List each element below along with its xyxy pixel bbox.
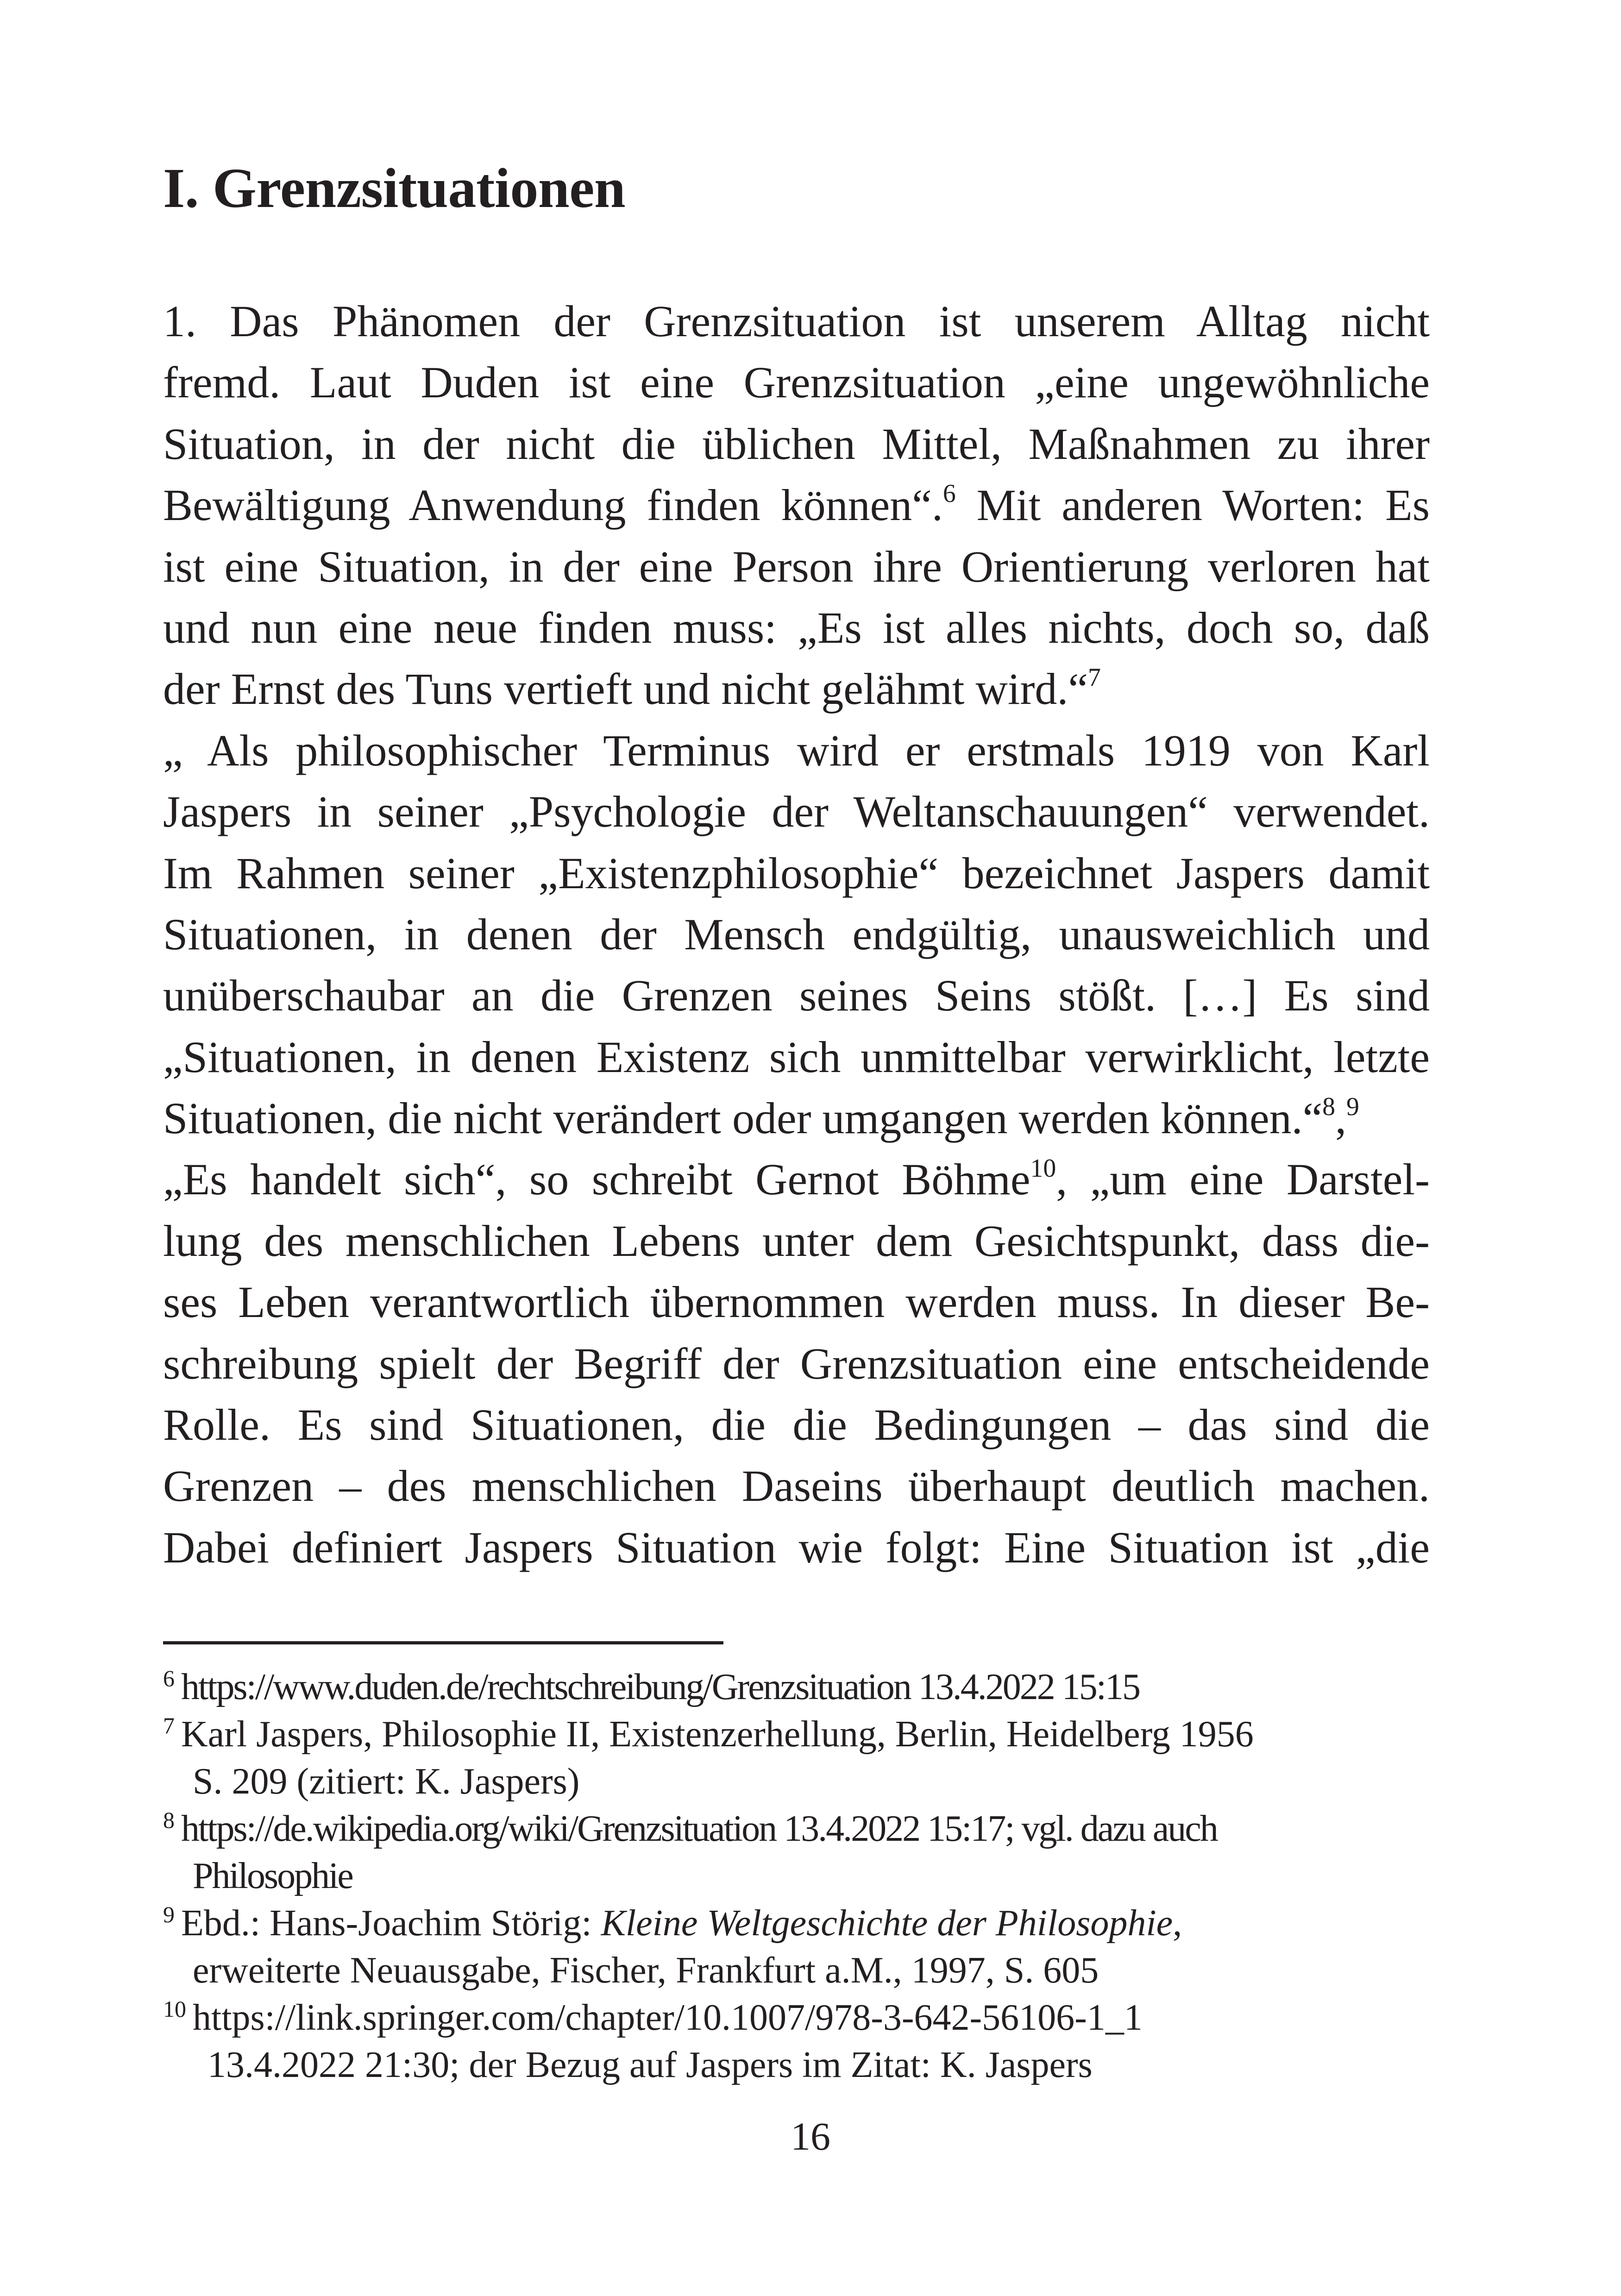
body-line: unüberschaubar an die Grenzen seines Seins stößt. […] Es sind: [163, 971, 1430, 1021]
footnote-ref[interactable]: 10: [1030, 1154, 1056, 1183]
footnote-ref[interactable]: 8: [1322, 1092, 1336, 1122]
footnote-mark: 10: [163, 1996, 186, 2022]
footnote-divider: [163, 1641, 723, 1644]
page-number: 16: [791, 2114, 830, 2158]
body-line: schreibung spielt der Begriff der Grenzsituation eine entscheidende: [163, 1338, 1430, 1388]
body-line: ist eine Situation, in der eine Person ihre Orientierung verloren hat: [163, 541, 1430, 591]
body-line: Grenzen – des menschlichen Daseins überhaupt deutlich machen.: [163, 1461, 1430, 1511]
footnote-mark: 8: [163, 1807, 175, 1833]
body-line: Dabei definiert Jaspers Situation wie folgt: Eine Situation ist „die: [163, 1522, 1430, 1572]
footnote-mark: 9: [163, 1901, 175, 1927]
book-title: Kleine Weltgeschichte der Philosophie: [601, 1903, 1173, 1944]
footnote-6: [163, 1663, 1430, 1711]
footnote-link[interactable]: https://www.duden.de/rechtschreibung/Grenzsituation 13.4.2022 15:15: [181, 1667, 1139, 1707]
body-line: „Situationen, in denen Existenz sich unmittelbar verwirklicht, letzte: [163, 1032, 1430, 1082]
footnote-10-cont: 13.4.2022 21:30; der Bezug auf Jaspers im Zitat: K. Jaspers: [207, 2045, 1093, 2085]
footnotes: [163, 1663, 1430, 2089]
body-line: Situationen, die nicht verändert oder umgangen werden können.“$^8$,$^9$: [163, 1092, 1359, 1143]
footnote-ref[interactable]: 7: [1088, 663, 1101, 692]
body-line: lung des menschlichen Lebens unter dem Gesichtspunkt, dass die-: [163, 1216, 1430, 1266]
body-line: „ Als philosophischer Terminus wird er erstmals 1919 von Karl: [163, 725, 1430, 775]
body-line: ses Leben verantwortlich übernommen werden muss. In dieser Be-: [163, 1277, 1430, 1327]
body-line: Jaspers in seiner „Psychologie der Weltanschauungen“ verwendet.: [163, 787, 1430, 837]
footnote-7: $^7$ Karl Jaspers, Philosophie II, Existenzerhellung, Berlin, Heidelberg 1956: [163, 1713, 1254, 1755]
chapter-heading: I. Grenzsituationen: [163, 157, 626, 220]
body-line: Rolle. Es sind Situationen, die die Bedingungen – das sind die: [163, 1400, 1430, 1450]
body-line: Bewältigung Anwendung finden können“.$^6$ Mit anderen Worten: Es: [163, 479, 1430, 530]
footnote-7-cont: S. 209 (zitiert: K. Jaspers): [193, 1761, 580, 1802]
footnote-link[interactable]: https://link.springer.com/chapter/10.1007/978-3-642-56106-1_1: [193, 1997, 1143, 2038]
footnote-8: [163, 1805, 1430, 1852]
body-line: „Es handelt sich“, so schreibt Gernot Böhme$^{10}$, „um eine Darstel-: [163, 1154, 1430, 1204]
footnote-ref[interactable]: 9: [1346, 1092, 1359, 1122]
body-line: Situationen, in denen der Mensch endgültig, unausweichlich und: [163, 909, 1430, 959]
footnote-9: $^9$ Ebd.: Hans-Joachim Störig: Kleine Weltgeschichte der Philosophie,: [163, 1901, 1182, 1944]
footnote-link[interactable]: https://de.wikipedia.org/wiki/Grenzsituation 13.4.2022 15:17; vgl. dazu auch: [181, 1808, 1217, 1849]
body-line: und nun eine neue finden muss: „Es ist alles nichts, doch so, daß: [163, 602, 1430, 652]
footnote-8-cont: Philosophie: [193, 1856, 352, 1896]
footnote-mark: 6: [163, 1665, 175, 1691]
footnote-mark: 7: [163, 1713, 175, 1738]
body-line: fremd. Laut Duden ist eine Grenzsituation „eine ungewöhnliche: [163, 358, 1430, 408]
body-line: Situation, in der nicht die üblichen Mittel, Maßnahmen zu ihrer: [163, 419, 1430, 469]
body-line: der Ernst des Tuns vertieft und nicht gelähmt wird.“$^7$: [163, 663, 1101, 714]
footnote-10: [163, 1994, 1430, 2041]
body-line: Im Rahmen seiner „Existenzphilosophie“ bezeichnet Jaspers damit: [163, 848, 1430, 898]
body-line: 1. Das Phänomen der Grenzsituation ist unserem Alltag nicht: [163, 296, 1430, 346]
body-text: [163, 291, 1430, 1578]
footnote-ref[interactable]: 6: [942, 479, 956, 508]
footnote-9-cont: erweiterte Neuausgabe, Fischer, Frankfurt a.M., 1997, S. 605: [193, 1950, 1099, 1991]
